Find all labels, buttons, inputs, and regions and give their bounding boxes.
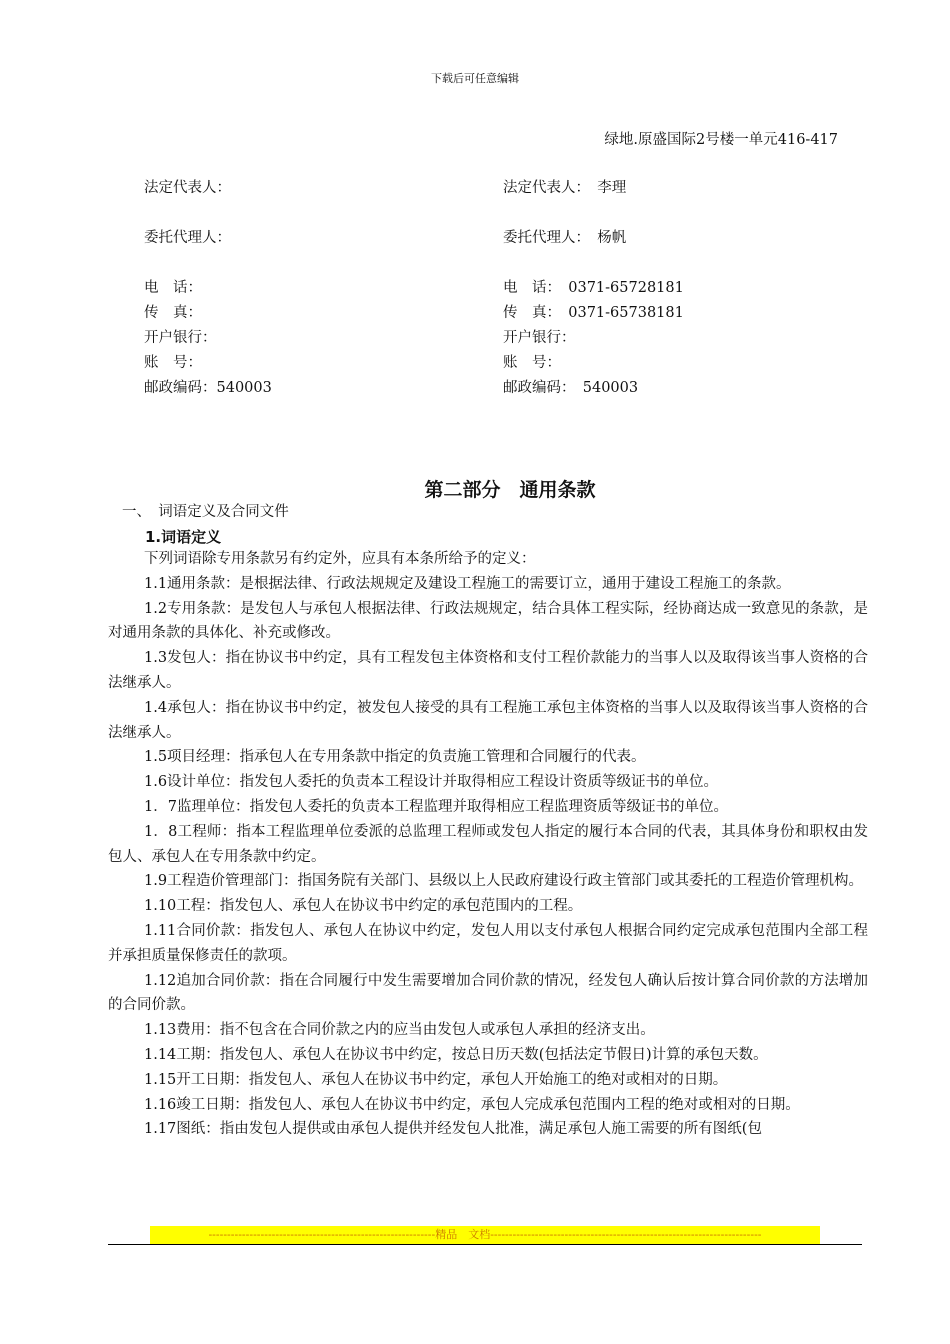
left-phone: 电 话： [144, 280, 202, 296]
paragraph: 1.10工程：指发包人、承包人在协议书中约定的承包范围内的工程。 [144, 898, 583, 915]
right-agent: 委托代理人： 杨帆 [503, 230, 627, 246]
right-account: 账 号： [503, 355, 561, 371]
left-bank: 开户银行： [144, 330, 217, 346]
left-postcode: 邮政编码：540003 [144, 380, 272, 396]
subsection-heading: 1.词语定义 [145, 528, 222, 546]
paragraph: 1.17图纸：指由发包人提供或由承包人提供并经发包人批准，满足承包人施工需要的所有图纸(包 [144, 1121, 762, 1138]
footer-banner: -------------------------------------------------------------精品 文档------------------------------------------------------------------------- [150, 1226, 820, 1244]
part-title: 第二部分 通用条款 [424, 479, 596, 501]
paragraph: 下列词语除专用条款另有约定外，应具有本条所给予的定义： [144, 551, 536, 567]
paragraph: 1.14工期：指发包人、承包人在协议书中约定，按总日历天数(包括法定节假日)计算的承包天数。 [144, 1046, 768, 1063]
paragraph: 1.6设计单位：指发包人委托的负责本工程设计并取得相应工程设计资质等级证书的单位。 [144, 774, 719, 791]
paragraph: 1.12追加合同价款：指在合同履行中发生需要增加合同价款的情况，经发包人确认后按计算合同价款的方法增加的合同价款。 [108, 972, 868, 1014]
right-fax: 传 真： 0371-65738181 [503, 305, 684, 321]
paragraph: 1．8工程师：指本工程监理单位委派的总监理工程师或发包人指定的履行本合同的代表，其具体身份和职权由发包人、承包人在专用条款中约定。 [108, 823, 868, 865]
paragraph: 1.3发包人：指在协议书中约定，具有工程发包主体资格和支付工程价款能力的当事人以及取得该当事人资格的合法继承人。 [108, 650, 868, 691]
paragraph: 1.9工程造价管理部门：指国务院有关部门、县级以上人民政府建设行政主管部门或其委托的工程造价管理机构。 [144, 873, 864, 890]
paragraph: 1.15开工日期：指发包人、承包人在协议书中约定，承包人开始施工的绝对或相对的日期。 [144, 1071, 728, 1088]
paragraph: 1.13费用：指不包含在合同价款之内的应当由发包人或承包人承担的经济支出。 [144, 1022, 655, 1039]
paragraph: 1.16竣工日期：指发包人、承包人在协议书中约定，承包人完成承包范围内工程的绝对或相对的日期。 [144, 1096, 800, 1113]
paragraph: 1.1通用条款：是根据法律、行政法规规定及建设工程施工的需要订立，通用于建设工程施工的条款。 [144, 575, 791, 592]
left-fax: 传 真： [144, 305, 202, 321]
right-postcode: 邮政编码： 540003 [503, 380, 639, 396]
paragraph: 1.2专用条款：是发包人与承包人根据法律、行政法规规定，结合具体工程实际，经协商达成一致意见的条款，是对通用条款的具体化、补充或修改。 [108, 600, 868, 642]
paragraph: 1.4承包人：指在协议书中约定，被发包人接受的具有工程施工承包主体资格的当事人以及取得该当事人资格的合法继承人。 [108, 699, 868, 741]
right-bank: 开户银行： [503, 330, 576, 346]
address-line: 绿地.原盛国际2号楼一单元416-417 [604, 132, 838, 148]
paragraph: 1.11合同价款：指发包人、承包人在协议中约定，发包人用以支付承包人根据合同约定完成承包范围内全部工程并承担质量保修责任的款项。 [108, 922, 868, 964]
paragraph: 1．7监理单位：指发包人委托的负责本工程监理并取得相应工程监理资质等级证书的单位。 [144, 798, 728, 815]
left-account: 账 号： [144, 355, 202, 371]
right-legal-rep: 法定代表人： 李理 [503, 180, 627, 196]
definitions-body [108, 547, 868, 1142]
header-note: 下载后可任意编辑 [431, 72, 519, 85]
right-phone: 电 话： 0371-65728181 [503, 280, 684, 296]
paragraph: 1.5项目经理：指承包人在专用条款中指定的负责施工管理和合同履行的代表。 [144, 749, 646, 766]
section-heading: 一、 词语定义及合同文件 [122, 504, 289, 520]
footer-divider [108, 1244, 862, 1245]
left-legal-rep: 法定代表人： [144, 180, 231, 196]
left-agent: 委托代理人： [144, 230, 231, 246]
